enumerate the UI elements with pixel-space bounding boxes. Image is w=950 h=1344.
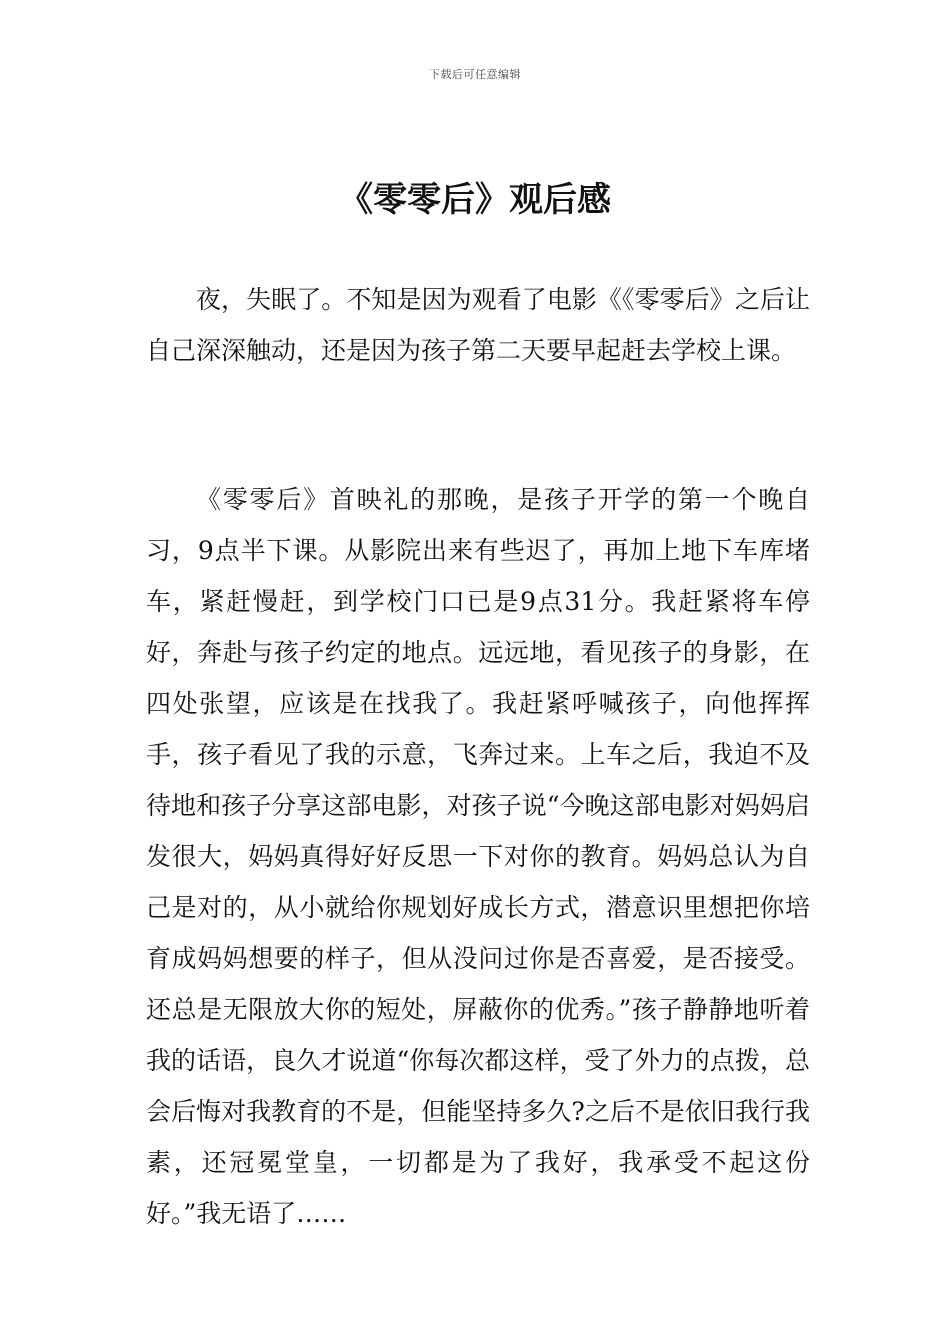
paragraph-1: 夜，失眠了。不知是因为观看了电影《《零零后》之后让自己深深触动，还是因为孩子第二天要早起赶去学校上课。 xyxy=(146,285,810,365)
page-header-note: 下载后可任意编辑 xyxy=(429,68,521,81)
document-title: 《零零后》观后感 xyxy=(339,180,611,220)
paragraph-2: 《零零后》首映礼的那晚，是孩子开学的第一个晚自习，9点半下课。从影院出来有些迟了，再加上地下车库堵车，紧赶慢赶，到学校门口已是9点31分。我赶紧将车停好，奔赴与孩子约定的地点。远远地，看见孩子的身影，在四处张望，应该是在找我了。我赶紧呼喊孩子，向他挥挥手，孩子看见了我的示意，飞奔过来。上车之后，我迫不及待地和孩子分享这部电影，对孩子说“今晚这部电影对妈妈启发很大，妈妈真得好好反思一下对你的教育。妈妈总认为自己是对的，从小就给你规划好成长方式，潜意识里想把你培育成妈妈想要的样子，但从没问过你是否喜爱，是否接受。还总是无限放大你的短处，屏蔽你的优秀。”孩子静静地听着我的话语，良久才说道“你每次都这样，受了外力的点拨，总会后悔对我教育的不是，但能坚持多久?之后不是依旧我行我素，还冠冕堂皇，一切都是为了我好，我承受不起这份好。”我无语了…… xyxy=(146,485,810,1228)
